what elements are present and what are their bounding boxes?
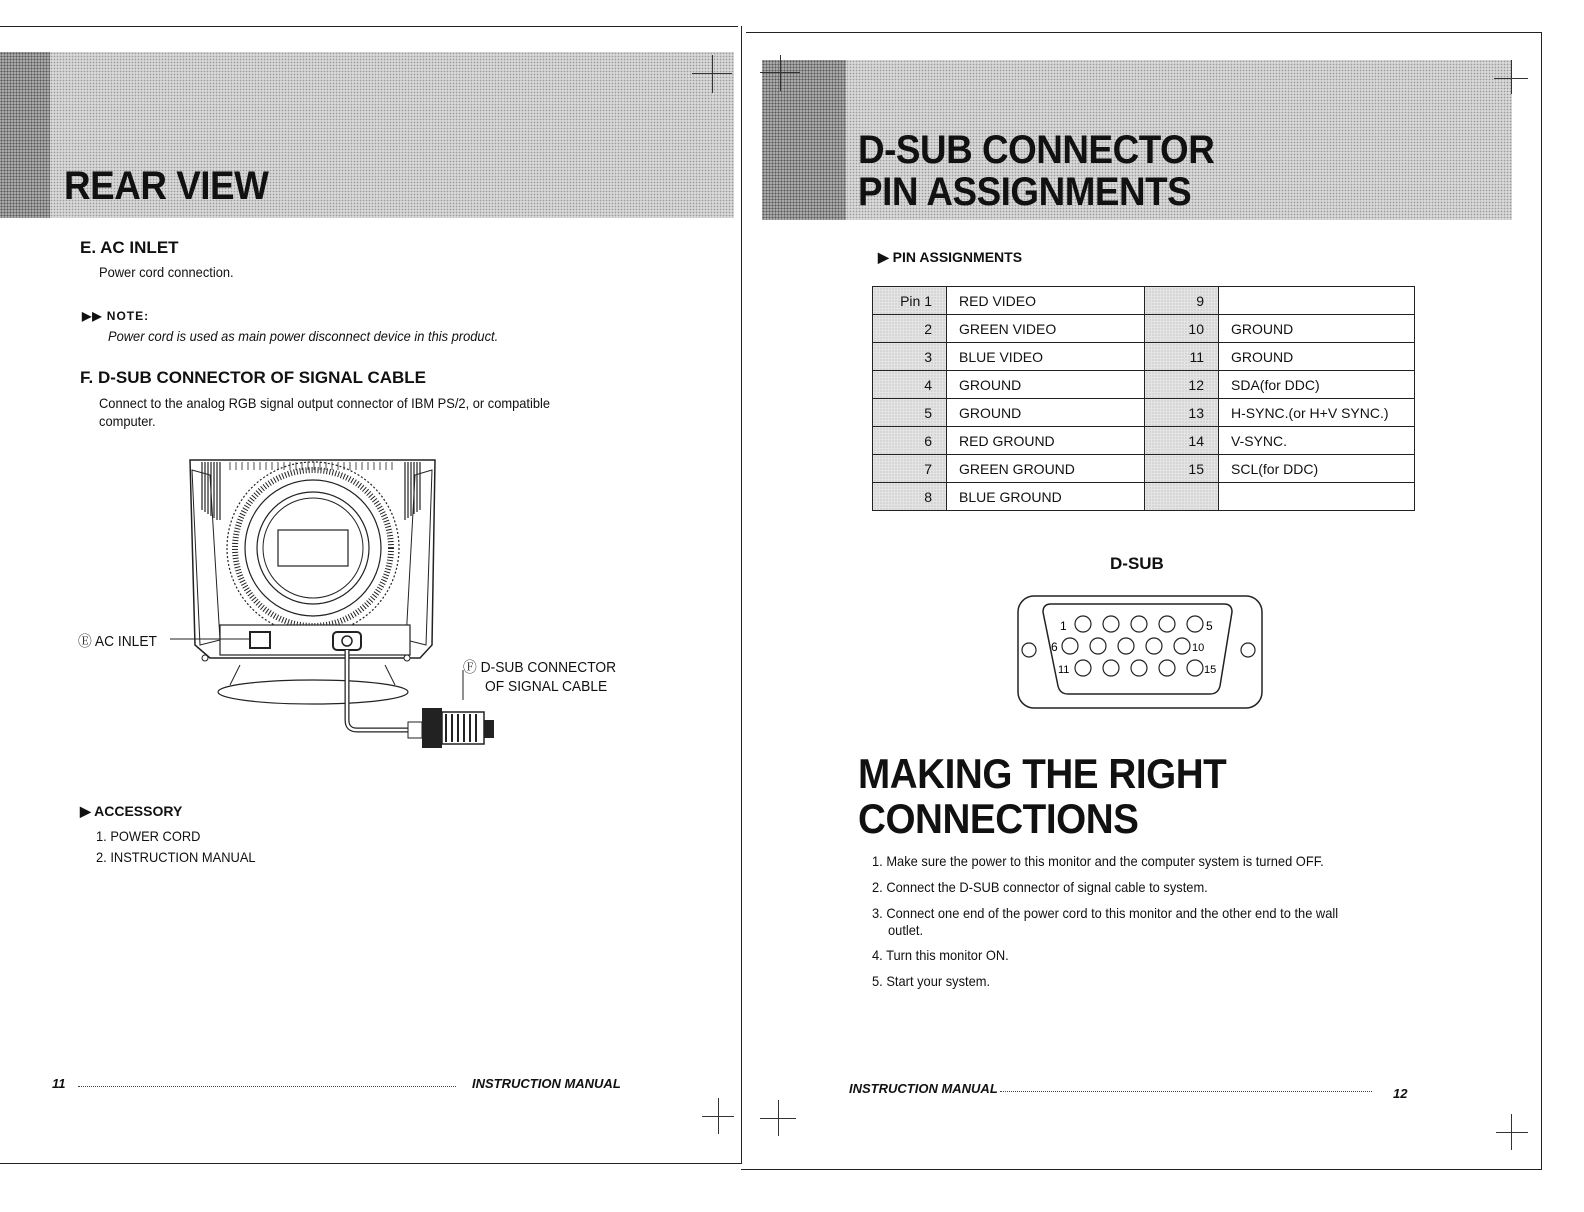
callout-dsub-connector: OF SIGNAL CABLE [485, 678, 608, 695]
pin-cell: Pin 1 [873, 287, 947, 315]
accessory-item: 2. INSTRUCTION MANUAL [96, 849, 256, 865]
signal-cell [1219, 287, 1415, 315]
monitor-rear-illustration [170, 440, 520, 760]
right-header-block [762, 60, 846, 220]
footer-leader-dots [78, 1086, 456, 1087]
footer-manual-label: INSTRUCTION MANUAL [849, 1081, 998, 1096]
connection-step: 4. Turn this monitor ON. [872, 947, 1009, 963]
pin-label: 5 [1206, 619, 1213, 633]
right-border [1541, 32, 1542, 1170]
signal-cell: BLUE GROUND [947, 483, 1145, 511]
signal-cell: GROUND [1219, 343, 1415, 371]
signal-cell: GREEN GROUND [947, 455, 1145, 483]
pin-label: 6 [1051, 640, 1058, 654]
footer-leader-dots [1000, 1091, 1372, 1092]
connection-step: 2. Connect the D-SUB connector of signal cable to system. [872, 879, 1208, 895]
table-row [873, 455, 1415, 483]
pin-cell [1145, 483, 1219, 511]
connection-step: outlet. [888, 922, 924, 938]
pin-cell: 11 [1145, 343, 1219, 371]
connection-step: 3. Connect one end of the power cord to this monitor and the other end to the wall [872, 905, 1339, 921]
connections-title: CONNECTIONS [858, 795, 1139, 842]
dsub-connector-diagram [1010, 590, 1270, 716]
pin-cell: 15 [1145, 455, 1219, 483]
pin-cell: 14 [1145, 427, 1219, 455]
section-f-heading: F. D-SUB CONNECTOR OF SIGNAL CABLE [80, 368, 426, 387]
section-e-heading: E. AC INLET [80, 238, 179, 257]
connections-title: MAKING THE RIGHT [858, 750, 1227, 797]
crop-mark [712, 55, 713, 93]
signal-cell: V-SYNC. [1219, 427, 1415, 455]
pin-cell: 4 [873, 371, 947, 399]
pin-label: 11 [1058, 664, 1070, 676]
signal-cell: SDA(for DDC) [1219, 371, 1415, 399]
table-row [873, 371, 1415, 399]
pin-cell: 9 [1145, 287, 1219, 315]
note-text: Power cord is used as main power disconnect device in this product. [108, 328, 499, 344]
pin-cell: 5 [873, 399, 947, 427]
pin-cell: 3 [873, 343, 947, 371]
pin-cell: 2 [873, 315, 947, 343]
footer-page-number: 12 [1393, 1086, 1408, 1101]
callout-ac-inlet: Ⓔ AC INLET [78, 633, 157, 650]
table-row [873, 483, 1415, 511]
table-row [873, 427, 1415, 455]
note-marker: ▶▶ NOTE: [82, 309, 150, 323]
table-row [873, 287, 1415, 315]
signal-cell: SCL(for DDC) [1219, 455, 1415, 483]
connection-step: 5. Start your system. [872, 973, 991, 989]
bottom-rule-right [741, 1169, 1542, 1170]
page-title-dsub: D-SUB CONNECTOR [858, 128, 1215, 172]
pin-cell: 13 [1145, 399, 1219, 427]
connection-step: 1. Make sure the power to this monitor and the computer system is turned OFF. [872, 853, 1324, 869]
footer-manual-label: INSTRUCTION MANUAL [472, 1076, 621, 1091]
center-divider [741, 26, 742, 1164]
signal-cell: RED VIDEO [947, 287, 1145, 315]
table-row [873, 399, 1415, 427]
crop-mark [718, 1098, 719, 1134]
dsub-label: D-SUB [1110, 554, 1164, 573]
crop-mark [778, 1100, 779, 1136]
pin-label: 10 [1192, 642, 1205, 654]
table-row [873, 315, 1415, 343]
pin-assignments-subheading: ▶ PIN ASSIGNMENTS [878, 249, 1023, 265]
pin-cell: 6 [873, 427, 947, 455]
signal-cell [1219, 483, 1415, 511]
signal-cell: GROUND [947, 371, 1145, 399]
section-e-text: Power cord connection. [99, 264, 234, 280]
table-row [873, 343, 1415, 371]
crop-mark [1496, 1132, 1528, 1133]
signal-cell: GREEN VIDEO [947, 315, 1145, 343]
page-title-rear-view: REAR VIEW [64, 164, 269, 208]
footer-page-number: 11 [52, 1076, 66, 1091]
crop-mark [1511, 60, 1512, 94]
signal-cell: RED GROUND [947, 427, 1145, 455]
bottom-rule-left [0, 1163, 741, 1164]
section-f-text: computer. [99, 413, 156, 429]
signal-cell: BLUE VIDEO [947, 343, 1145, 371]
top-rule-right [746, 32, 1542, 33]
signal-cell: H-SYNC.(or H+V SYNC.) [1219, 399, 1415, 427]
pin-assignment-table [872, 286, 1415, 511]
signal-cell: GROUND [1219, 315, 1415, 343]
page-title-dsub: PIN ASSIGNMENTS [858, 170, 1192, 214]
accessory-heading: ▶ ACCESSORY [80, 803, 183, 819]
pin-cell: 7 [873, 455, 947, 483]
pin-label: 1 [1060, 619, 1067, 633]
accessory-item: 1. POWER CORD [96, 828, 201, 844]
pin-cell: 10 [1145, 315, 1219, 343]
top-rule-left [0, 26, 738, 27]
callout-dsub-connector: Ⓕ D-SUB CONNECTOR [463, 659, 617, 676]
left-header-block [0, 52, 50, 218]
crop-mark [780, 55, 781, 91]
signal-cell: GROUND [947, 399, 1145, 427]
pin-label: 15 [1204, 664, 1217, 676]
pin-cell: 12 [1145, 371, 1219, 399]
section-f-text: Connect to the analog RGB signal output connector of IBM PS/2, or compatible [99, 395, 551, 411]
pin-cell: 8 [873, 483, 947, 511]
crop-mark [1511, 1114, 1512, 1150]
